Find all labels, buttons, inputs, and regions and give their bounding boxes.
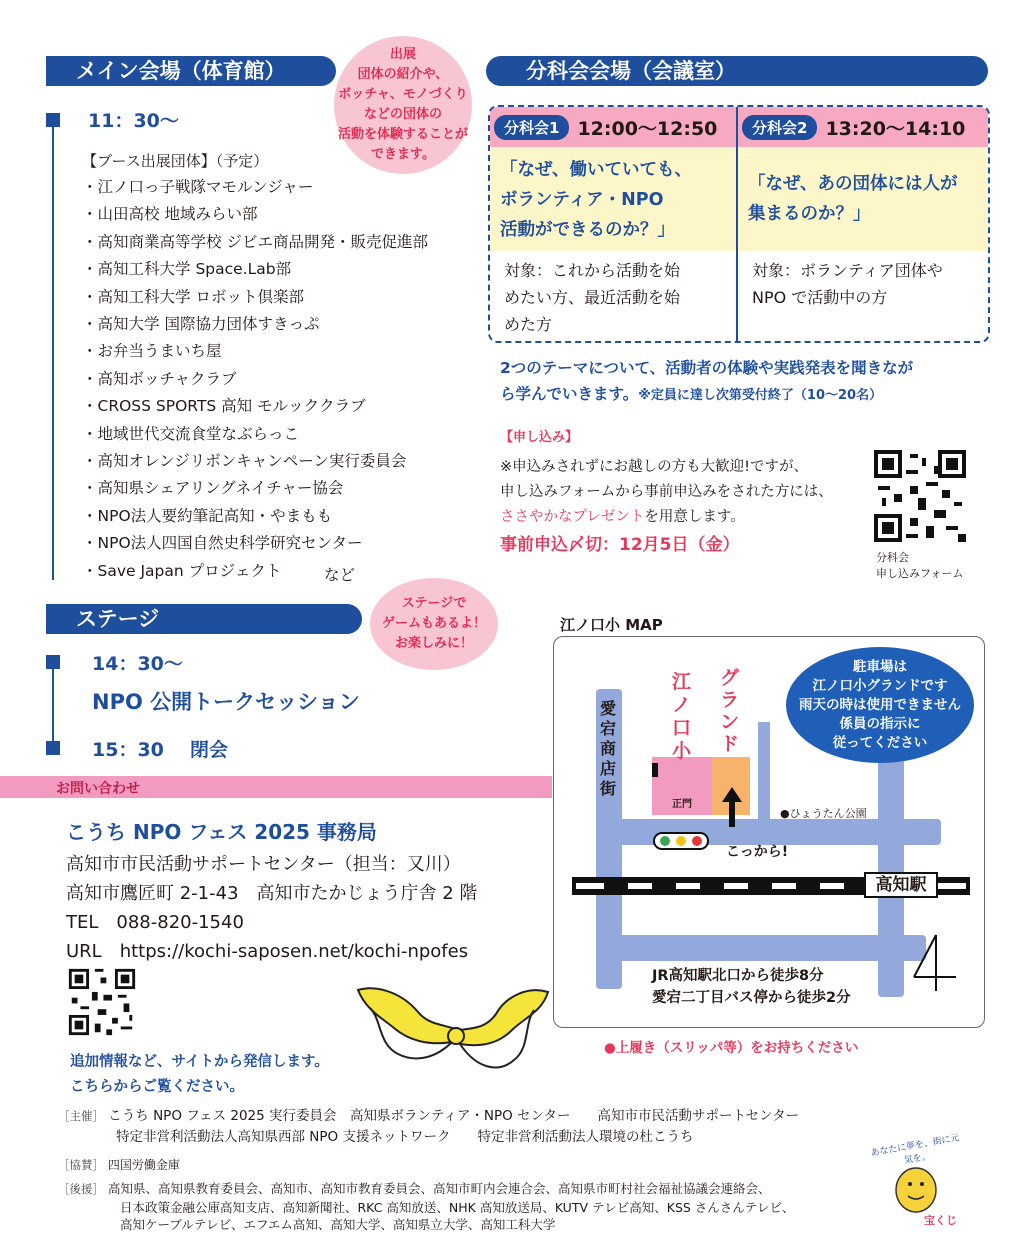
contact-org: こうち NPO フェス 2025 事務局 (66, 820, 377, 844)
website-qr-code[interactable] (66, 966, 138, 1038)
map-school-label: 江ノ口小 (672, 671, 692, 762)
timeline-marker (46, 113, 60, 127)
session-2-target (738, 251, 990, 317)
breakout-qr-code[interactable] (870, 446, 970, 546)
qr-caption-line: 分科会 (876, 551, 909, 564)
breakout-sessions-box (488, 105, 990, 343)
desc-note: ※定員に達し次第受付終了（10～20名） (638, 388, 883, 403)
booth-item: ・ 江ノ口っ子戦隊マモルンジャー (82, 174, 428, 201)
theme-line: 集まるのか？」 (748, 204, 871, 224)
contact-details (66, 850, 477, 966)
booth-item: ・ 山田高校 地域みらい部 (82, 201, 428, 228)
session-1-label: 分科会1 (494, 115, 569, 140)
session-1-time: 12:00～12:50 (577, 117, 718, 140)
parking-bubble (786, 647, 974, 763)
map-ground-label: グランド (720, 667, 740, 755)
map-note: ●上履き（スリッパ等）をお持ちください (604, 1040, 859, 1056)
theme-line: 「なぜ、働いていても、 (500, 160, 692, 180)
map-here-label: こっから! (726, 844, 789, 860)
target-line: 対象：ボランティア団体や (752, 261, 943, 280)
main-start-time: 11：30～ (88, 110, 179, 132)
apply-label: 【申し込み】 (500, 430, 579, 445)
contact-line: 高知市鷹匠町 2-1-43 高知市たかじょう庁舎 2 階 (66, 883, 478, 904)
bubble-line: ボッチャ、モノづくり (338, 87, 468, 102)
parking-line: 駐車場は (853, 658, 907, 675)
bubble-line: お楽しみに！ (394, 636, 473, 651)
stage-event-1: NPO 公開トークセッション (92, 690, 360, 714)
timeline-line (52, 120, 54, 580)
parking-line: 雨天の時は使用できません (799, 696, 961, 713)
contact-url[interactable]: URL https://kochi-saposen.net/kochi-npofes (66, 941, 469, 962)
map-gate-label: 正門 (672, 799, 692, 810)
session-2-theme (738, 147, 990, 251)
bubble-line: ステージで (401, 596, 467, 611)
support-line: 日本政策金融公庫高知支店、高知新聞社、RKC 高知放送、NHK 高知放送局、KUTV テレビ高知、KSS さんさんテレビ、 (120, 1199, 795, 1215)
booth-item: ・ NPO法人要約筆記高知・やまもも (82, 503, 428, 530)
bubble-line: 団体の紹介や、 (357, 67, 449, 82)
map-park-label: ●ひょうたん公園 (780, 807, 867, 820)
bubble-line: 出展 (389, 47, 416, 62)
apply-line: ※申込みされずにお越しの方も大歓迎!ですが、 (500, 459, 808, 475)
contact-label: お問い合わせ (56, 781, 140, 797)
stage-header: ステージ (46, 604, 362, 634)
map-access (652, 965, 851, 1009)
session-2-label: 分科会2 (742, 115, 817, 140)
cosponsor-label: ［協賛］ (58, 1158, 104, 1172)
apply-line (500, 505, 833, 530)
bubble-line: 活動を体験することが (337, 127, 468, 142)
booth-item: ・ 高知工科大学 ロボット倶楽部 (82, 284, 428, 311)
apply-rest: を用意します。 (644, 509, 745, 525)
bubble-line: などの団体の (363, 107, 442, 122)
access-line: 愛宕二丁目バス停から徒歩2分 (652, 990, 851, 1006)
session-1-head (490, 107, 736, 147)
session-2-head (738, 107, 990, 147)
contact-line: 高知市市民活動サポートセンター（担当：又川） (66, 854, 461, 875)
stage-time-1: 14：30～ (92, 653, 183, 675)
booth-item: ・ 高知大学 国際協力団体すきっぷ (82, 311, 428, 338)
theme-line: 活動ができるのか？」 (500, 220, 675, 240)
breakout-desc-1: 2つのテーマについて、活動者の体験や実践発表を聞きなが (500, 359, 914, 377)
access-line: JR高知駅北口から徒歩8分 (652, 968, 824, 984)
web-note-line: こちらからご覧ください。 (70, 1079, 244, 1095)
session-2 (738, 107, 990, 341)
host-line: 特定非営利活動法人高知県西部 NPO 支援ネットワーク 特定非営利活動法人環境の杜こうち (116, 1129, 694, 1145)
web-note-line: 追加情報など、サイトから発信します。 (70, 1054, 329, 1070)
map-frame (553, 636, 985, 1028)
map-street-label: 愛宕商店街 (600, 699, 617, 798)
theme-line: ボランティア・NPO (500, 190, 664, 210)
booth-item: ・ NPO法人四国自然史科学研究センター (82, 530, 428, 557)
target-line: めた方 (504, 315, 553, 334)
contact-tel: TEL 088-820-1540 (66, 912, 244, 933)
credits-support (58, 1180, 794, 1234)
apply-deadline: 事前申込〆切：12月5日（金） (500, 535, 740, 555)
parking-line: 係員の指示に (839, 715, 921, 732)
booth-item: ・ CROSS SPORTS 高知 モルッククラブ (82, 393, 428, 420)
apply-text (500, 455, 833, 530)
theme-line: 「なぜ、あの団体には人が (748, 174, 958, 194)
stage-bubble (370, 578, 498, 670)
booth-item: ・ 高知ボッチャクラブ (82, 366, 428, 393)
bubble-line: ゲームもあるよ！ (381, 616, 486, 631)
credits-host (58, 1106, 799, 1148)
map-title: 江ノ口小 MAP (560, 616, 663, 634)
target-line: めたい方、最近活動を始 (504, 288, 681, 307)
breakout-header: 分科会会場（会議室） (486, 56, 988, 86)
host-label: ［主催］ (58, 1109, 104, 1123)
qr-caption (876, 550, 963, 582)
booth-title: 【ブース出展団体】（予定） (82, 152, 269, 170)
session-1-target (490, 251, 736, 343)
target-line: NPO で活動中の方 (752, 288, 888, 307)
web-note (70, 1050, 329, 1100)
booth-item: ・ Save Japan プロジェクト (82, 558, 428, 585)
logo-slogan: あなたに夢を、街に元気を。 (869, 1133, 961, 1167)
bubble-line: できます。 (371, 147, 435, 162)
booth-item: ・ 高知県シェアリングネイチャー協会 (82, 475, 428, 502)
main-venue-header: メイン会場（体育館） (46, 56, 336, 86)
booth-item: ・ 高知工科大学 Space.Lab部 (82, 256, 428, 283)
breakout-desc-2 (500, 382, 882, 404)
stage-event-2: 閉会 (190, 739, 229, 761)
mascot-icon (888, 1160, 944, 1216)
booth-item: ・ 地域世代交流食堂なぶらっこ (82, 421, 428, 448)
support-label: ［後援］ (58, 1182, 104, 1196)
timeline-marker (46, 741, 60, 755)
booths-suffix: など (324, 566, 356, 584)
stage-time-2: 15：30 (92, 739, 164, 761)
logo-text: 宝くじ (924, 1214, 957, 1227)
booth-list (82, 174, 428, 585)
session-2-time: 13:20～14:10 (825, 117, 966, 140)
stage-timeline-line (52, 660, 54, 750)
support-line: 高知県、高知県教育委員会、高知市、高知市教育委員会、高知市町内会連合会、高知県市町村社会福祉協議会連絡会、 (107, 1181, 771, 1196)
exhibit-bubble (334, 36, 472, 174)
map-station-label: 高知駅 (864, 872, 938, 898)
qr-caption-line: 申し込みフォーム (876, 567, 964, 580)
takarakuji-logo (866, 1133, 966, 1234)
parking-line: 江ノ口小グランドです (812, 677, 948, 694)
present-text: ささやかなプレゼント (500, 509, 645, 525)
booth-item: ・ 高知商業高等学校 ジビエ商品開発・販売促進部 (82, 229, 428, 256)
session-1 (490, 107, 738, 341)
booth-item: ・ 高知オレンジリボンキャンペーン実行委員会 (82, 448, 428, 475)
cosponsor-text: 四国労働金庫 (107, 1158, 180, 1172)
rabbits-illustration (348, 984, 558, 1088)
desc-text: ら学んでいきます。 (500, 385, 639, 403)
parking-line: 従ってください (832, 734, 928, 751)
timeline-marker (46, 655, 60, 669)
booth-item: ・ お弁当うまいち屋 (82, 338, 428, 365)
apply-line: 申し込みフォームから事前申込みをされた方には、 (500, 484, 833, 500)
support-line: 高知ケーブルテレビ、エフエム高知、高知大学、高知県立大学、高知工科大学 (120, 1217, 556, 1232)
target-line: 対象：これから活動を始 (504, 261, 681, 280)
session-1-theme (490, 147, 736, 251)
credits-cosponsor (58, 1156, 180, 1173)
host-line: こうち NPO フェス 2025 実行委員会 高知県ボランティア・NPO センター 高知市市民活動サポートセンター (108, 1108, 800, 1124)
